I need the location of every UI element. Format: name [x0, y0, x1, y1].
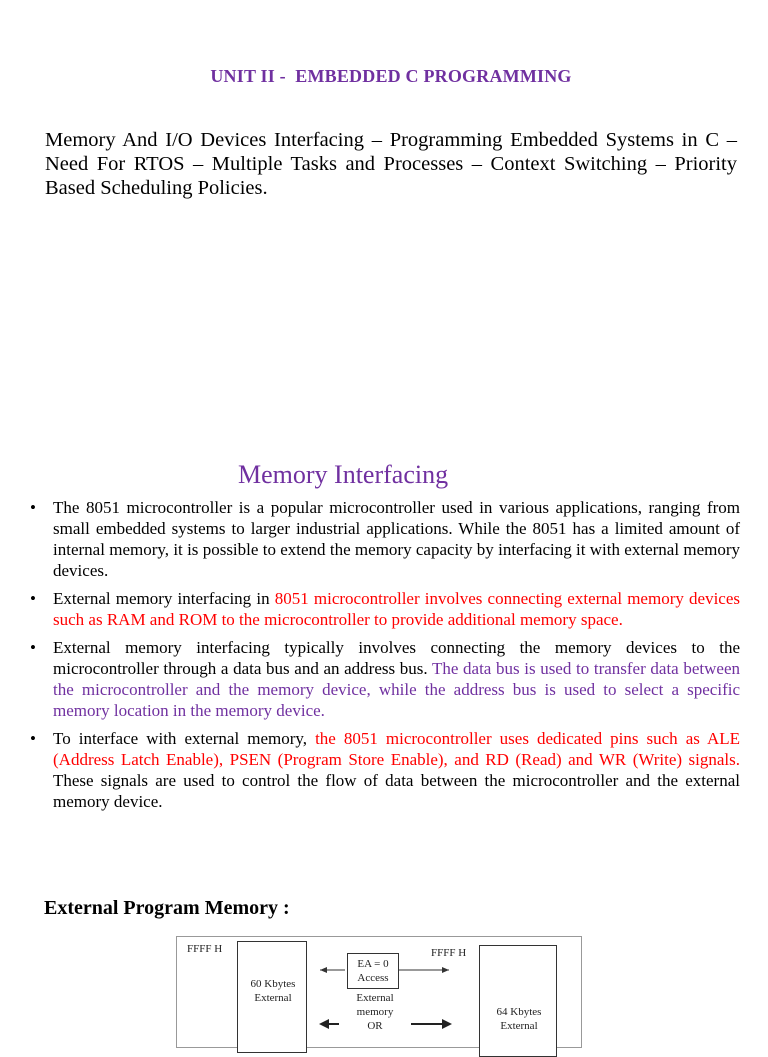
bullet-item [30, 497, 740, 581]
left-address-label: FFFF H [187, 943, 223, 955]
bullet-text: To interface with external memory, [53, 729, 316, 748]
topics-paragraph: Memory And I/O Devices Interfacing – Programming Embedded Systems in C – Need For RTOS – Multiple Tasks and Processes – Context Switching – Priority Based Scheduling Policies. [45, 129, 737, 199]
bullet-text: External memory interfacing in [53, 589, 275, 608]
right-memory-box [479, 945, 557, 1057]
right-address-label: FFFF H [431, 947, 467, 959]
unit-title: UNIT II - EMBEDDED C PROGRAMMING [210, 66, 572, 86]
bullet-dot-icon: • [30, 729, 36, 748]
bullet-dot-icon: • [30, 589, 36, 608]
external-memory-label: External memory [356, 992, 394, 1018]
bullet-text: External memory interfacing typically involves connecting the memory devices to the microcontroller through a data bus and an address bus. [53, 638, 740, 678]
bullet-list [30, 497, 740, 819]
bullet-text: The 8051 microcontroller is a popular microcontroller used in various applications, ranging from small embedded systems to larger industrial applications. While the 8051 has a limited amount of internal memory, it is possible to extend the memory capacity by interfacing it with external memory devices. [53, 498, 740, 580]
bullet-text-after: These signals are used to control the flow of data between the microcontroller and the external memory device. [53, 771, 740, 811]
center-fragment-label: OR [339, 1019, 411, 1033]
bullet-item [30, 728, 740, 812]
bullet-highlight-text: the 8051 microcontroller uses dedicated pins such as ALE (Address Latch Enable), PSEN (Program Store Enable), and RD (Read) and WR (Write) signals. [53, 729, 740, 769]
ea-label: EA = 0 Access [357, 958, 389, 984]
right-memory-label: 64 Kbytes External [496, 1006, 542, 1032]
bullet-item [30, 588, 740, 630]
section-title: Memory Interfacing [238, 460, 449, 489]
memory-diagram [176, 936, 582, 1048]
bullet-highlight-text: 8051 microcontroller involves connecting external memory devices such as RAM and ROM to the microcontroller to provide additional memory space. [53, 589, 740, 629]
left-memory-label: 60 Kbytes External [250, 978, 296, 1004]
subsection-title: External Program Memory : [44, 897, 290, 919]
bullet-dot-icon: • [30, 498, 36, 517]
bullet-highlight-text: The data bus is used to transfer data between the microcontroller and the memory device, while the address bus is used to select a specific memory location in the memory device. [53, 659, 740, 720]
bullet-dot-icon: • [30, 638, 36, 657]
bullet-item [30, 637, 740, 721]
